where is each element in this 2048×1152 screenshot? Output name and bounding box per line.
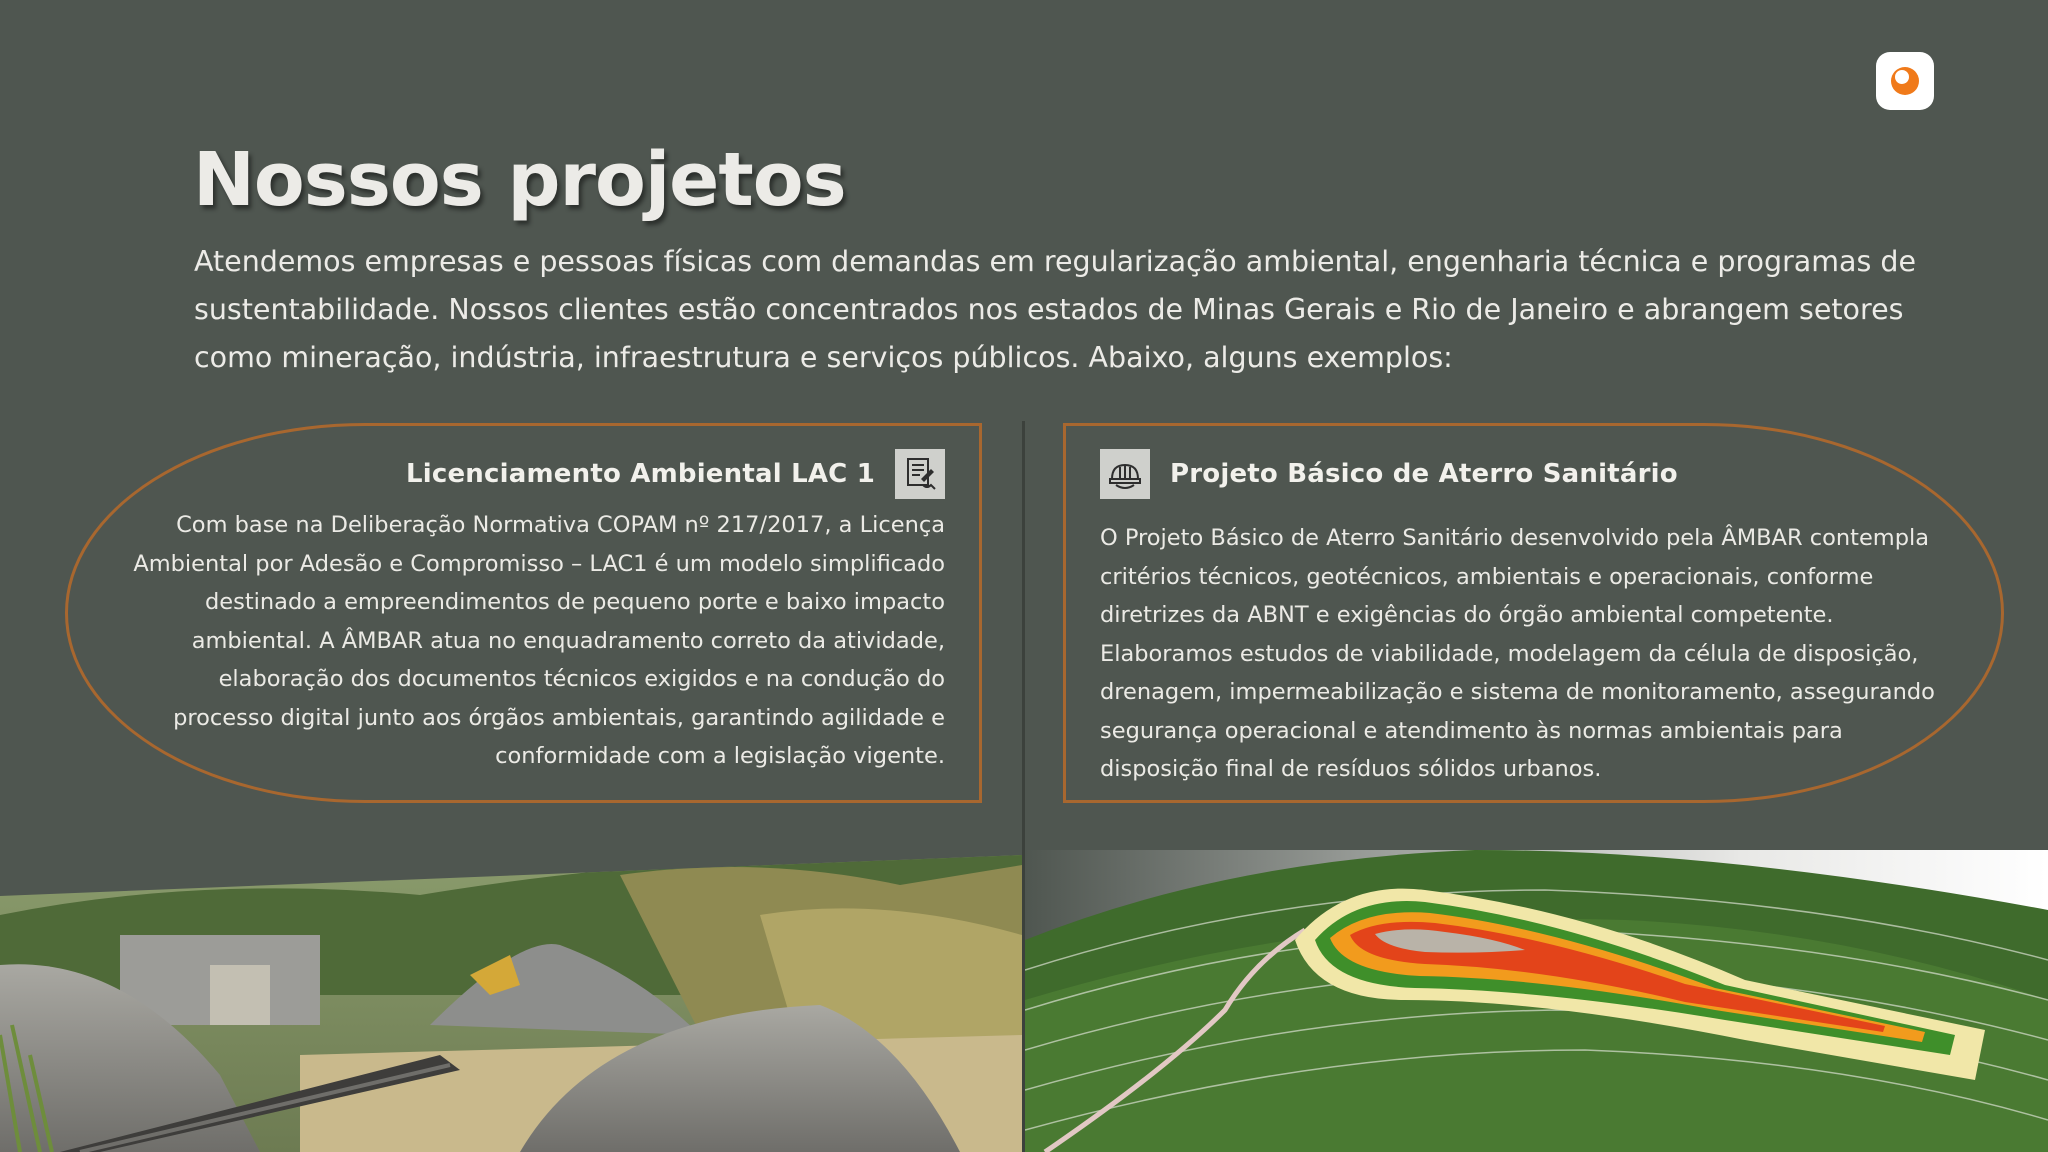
project-description: O Projeto Básico de Aterro Sanitário desenvolvido pela ÂMBAR contempla critérios técnicos, geotécnicos, ambientais e operacionais, conforme diretrizes da ABNT e exigências do órgão ambiental competente. Elaboramos estudos de viabilidade, modelagem da célula de disposição, drenagem, impermeabilização e sistema de monitoramento, assegurando segurança operacional e atendimento às normas ambientais para disposição final de resíduos sólidos urbanos. (1100, 525, 1935, 782)
quarry-photo (0, 855, 1022, 1152)
ambar-logo-icon (1888, 64, 1922, 98)
hard-hat-icon (1100, 449, 1150, 499)
landfill-3d-model-render (1025, 850, 2048, 1152)
project-description: Com base na Deliberação Normativa COPAM nº 217/2017, a Licença Ambiental por Adesão e Compromisso – LAC1 é um modelo simplificado destinado a empreendimentos de pequeno porte e baixo impacto ambiental. A ÂMBAR atua no enquadramento correto da atividade, elaboração dos documentos técnicos exigidos e na condução do processo digital junto aos órgãos ambientais, garantindo agilidade e conformidade com a legislação vigente. (133, 512, 945, 769)
project-card-header (1100, 448, 1678, 500)
document-signing-icon (895, 449, 945, 499)
project-card-header (406, 448, 945, 500)
project-card-aterro (1063, 423, 2004, 803)
brand-logo[interactable] (1876, 52, 1934, 110)
page-title: Nossos projetos (193, 137, 846, 223)
project-title: Projeto Básico de Aterro Sanitário (1170, 459, 1678, 489)
project-card-lac1 (65, 423, 982, 803)
intro-paragraph: Atendemos empresas e pessoas físicas com demandas em regularização ambiental, engenharia técnica e programas de sustentabilidade. Nossos clientes estão concentrados nos estados de Minas Gerais e Rio de Janeiro e abrangem setores como mineração, indústria, infraestrutura e serviços públicos. Abaixo, alguns exemplos: (194, 245, 1917, 374)
project-title: Licenciamento Ambiental LAC 1 (405, 459, 875, 489)
